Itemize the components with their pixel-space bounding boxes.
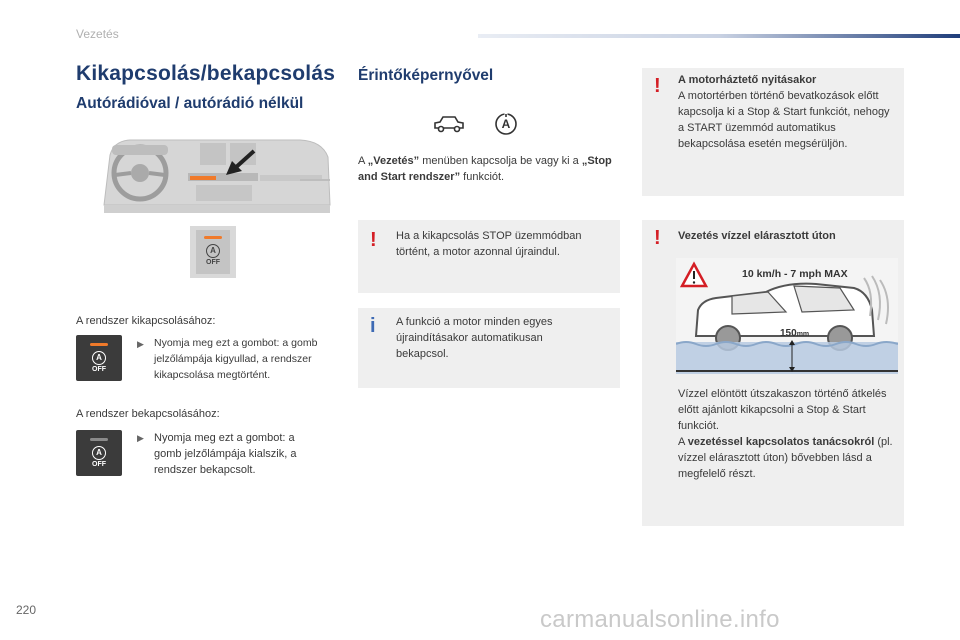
section-subtitle-radio: Autórádióval / autórádió nélkül — [76, 95, 304, 112]
bullet-icon: ▶ — [137, 339, 144, 349]
off-label: OFF — [206, 259, 220, 266]
warning-box-hood — [642, 68, 904, 196]
stop-start-a-icon: A — [92, 446, 106, 460]
activate-step: Nyomja meg ezt a gombot: a gomb jelzőlámpája kialszik, a rendszer bekapcsolt. — [154, 432, 297, 476]
stop-start-a-icon — [494, 112, 516, 134]
section-label: Vezetés — [76, 27, 119, 41]
warning-icon: ! — [654, 75, 661, 97]
led-on-indicator — [90, 343, 108, 346]
warning-stop-text: Ha a kikapcsolás STOP üzemmódban történt, a motor azonnal újraindul. — [396, 230, 582, 258]
bullet-icon: ▶ — [137, 433, 144, 443]
led-off-indicator — [90, 438, 108, 441]
flood-text — [678, 386, 898, 482]
info-box-auto-activate — [358, 308, 620, 388]
function-name: „Stop and Start rendszer” — [358, 155, 612, 183]
info-icon: i — [370, 315, 376, 337]
watermark: carmanualsonline.info — [540, 606, 780, 633]
stop-start-button-large — [190, 226, 236, 278]
deactivate-intro: A rendszer kikapcsolásához: — [76, 315, 216, 327]
button-led-on — [76, 335, 122, 381]
deactivate-step: Nyomja meg ezt a gombot: a gomb jelzőlámpája kigyullad, a rendszer kikapcsolása megtörtént. — [154, 337, 318, 381]
stop-start-a-icon: A — [92, 351, 106, 365]
depth-value: 150 — [780, 328, 797, 339]
text-fragment: menüben kapcsolja be vagy ki a — [419, 155, 582, 167]
section-subtitle-touchscreen: Érintőképernyővel — [358, 67, 494, 84]
off-label: OFF — [92, 461, 106, 468]
warning-icon: ! — [654, 227, 661, 249]
menu-name: „Vezetés” — [367, 155, 420, 167]
stop-start-a-icon: A — [206, 244, 220, 258]
warning-icon: ! — [370, 229, 377, 251]
header-bar — [478, 34, 960, 38]
car-icon — [432, 112, 466, 136]
hood-text: A motortérben történő bevatkozások előtt kapcsolja ki a Stop & Start funkciót, nehogy a START üzemmód automatikus bekapcsolása esetén megsérüljön. — [678, 90, 890, 150]
dashboard-illustration — [100, 135, 332, 215]
hood-warning — [678, 72, 890, 152]
text-fragment: A — [678, 436, 688, 448]
activate-intro: A rendszer bekapcsolásához: — [76, 408, 220, 420]
flood-illustration — [676, 258, 898, 374]
led-indicator — [204, 236, 222, 239]
flood-depth-label — [780, 328, 809, 339]
warning-box-stop-mode — [358, 220, 620, 293]
flood-title: Vezetés vízzel elárasztott úton — [678, 230, 836, 242]
text-fragment: funkciót. — [460, 171, 505, 183]
flood-speed-label: 10 km/h - 7 mph MAX — [742, 268, 848, 280]
button-led-off — [76, 430, 122, 476]
flood-advice-link-text: vezetéssel kapcsolatos tanácsokról — [687, 436, 875, 448]
flood-text-1: Vízzel elöntött útszakaszon történő átkelés előtt ajánlott kikapcsolni a Stop & Start funkciót. — [678, 388, 887, 432]
info-text: A funkció a motor minden egyes újraindításakor automatikusan bekapcsol. — [396, 316, 553, 360]
hood-title: A motorháztető nyitásakor — [678, 74, 817, 86]
icon-a-glyph: A — [501, 117, 511, 131]
touchscreen-instructions — [358, 153, 616, 185]
warning-box-flood — [642, 220, 904, 526]
off-label: OFF — [92, 366, 106, 373]
page-title: Kikapcsolás/bekapcsolás — [76, 62, 336, 85]
text-fragment: A — [358, 155, 368, 167]
depth-unit: mm — [796, 331, 810, 338]
text-fragment: (pl. vízzel elárasztott úton) bővebben lásd a megfelelő részt. — [678, 436, 893, 480]
page-number: 220 — [16, 603, 37, 617]
